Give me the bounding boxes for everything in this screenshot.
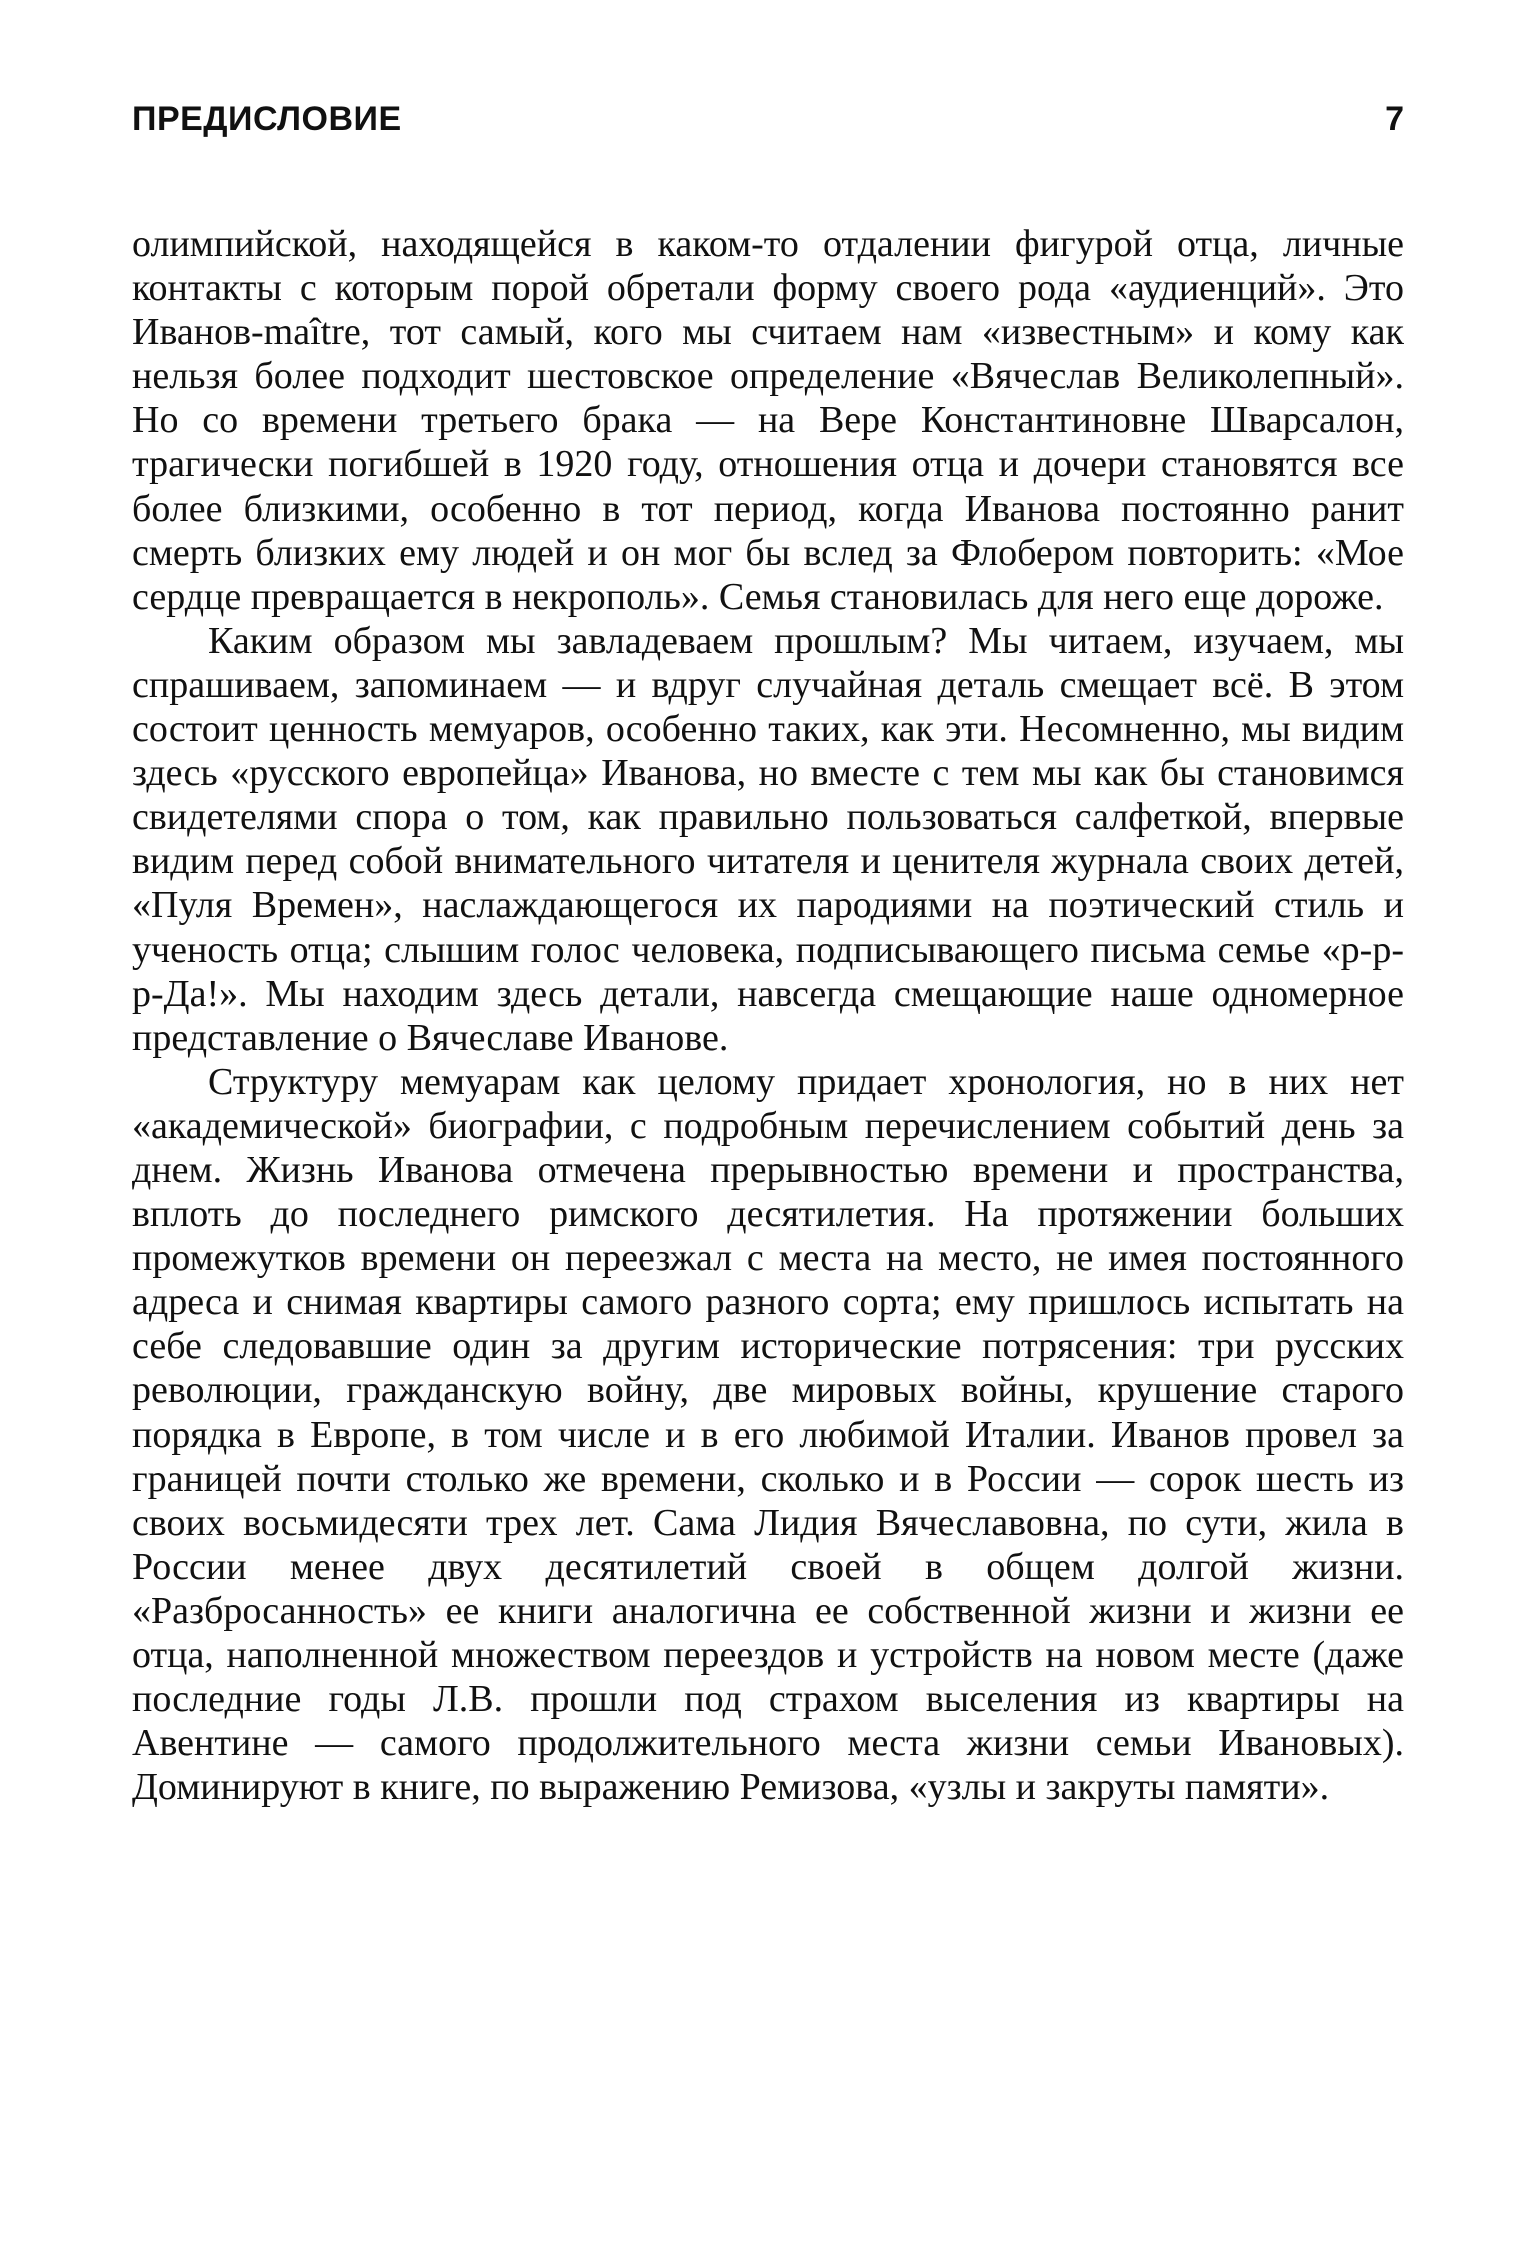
page-number: 7 bbox=[1385, 100, 1404, 138]
paragraph-1: олимпийской, находящейся в каком-то отдалении фигурой отца, личные контакты с которым порой обретали форму своего рода «аудиенций». Это Иванов-maître, тот самый, кого мы считаем нам «известным» и кому как нельзя более подходит шестовское определение «Вячеслав Великолепный». Но со времени третьего брака — на Вере Константиновне Шварсалон, трагически погибшей в 1920 году, отношения отца и дочери становятся все более близкими, особенно в тот период, когда Иванова постоянно ранит смерть близких ему людей и он мог бы вслед за Флобером повторить: «Мое сердце превращается в некрополь». Семья становилась для него еще дороже. bbox=[132, 223, 1404, 618]
running-title: ПРЕДИСЛОВИЕ bbox=[132, 100, 402, 138]
running-header bbox=[132, 100, 1404, 160]
body-text bbox=[132, 222, 1404, 1809]
paragraph-2: Каким образом мы завладеваем прошлым? Мы читаем, изучаем, мы спрашиваем, запоминаем — и вдруг случайная деталь смещает всё. В этом состоит ценность мемуаров, особенно таких, как эти. Несомненно, мы видим здесь «русского европейца» Иванова, но вместе с тем мы как бы становимся свидетелями спора о том, как правильно пользоваться салфеткой, впервые видим перед собой внимательного читателя и ценителя журнала своих детей, «Пуля Времен», наслаждающегося их пародиями на поэтический стиль и ученость отца; слышим голос человека, подписывающего письма семье «р-р-р-Да!». Мы находим здесь детали, навсегда смещающие наше одномерное представление о Вячеславе Иванове. bbox=[132, 619, 1404, 1059]
book-page bbox=[132, 100, 1404, 1809]
paragraph-3: Структуру мемуарам как целому придает хронология, но в них нет «академической» биографии, с подробным перечислением событий день за днем. Жизнь Иванова отмечена прерывностью времени и пространства, вплоть до последнего римского десятилетия. На протяжении больших промежутков времени он переезжал с места на место, не имея постоянного адреса и снимая квартиры самого разного сорта; ему пришлось испытать на себе следовавшие один за другим исторические потрясения: три русских революции, гражданскую войну, две мировых войны, крушение старого порядка в Европе, в том числе и в его любимой Италии. Иванов провел за границей почти столько же времени, сколько и в России — сорок шесть из своих восьмидесяти трех лет. Сама Лидия Вячеславовна, по сути, жила в России менее двух десятилетий своей в общем долгой жизни. «Разбросанность» ее книги аналогична ее собственной жизни и жизни ее отца, наполненной множеством переездов и устройств на новом месте (даже последние годы Л.В. прошли под страхом выселения из квартиры на Авентине — самого продолжительного места жизни семьи Ивановых). Доминируют в книге, по выражению Ремизова, «узлы и закруты памяти». bbox=[132, 1060, 1404, 1809]
